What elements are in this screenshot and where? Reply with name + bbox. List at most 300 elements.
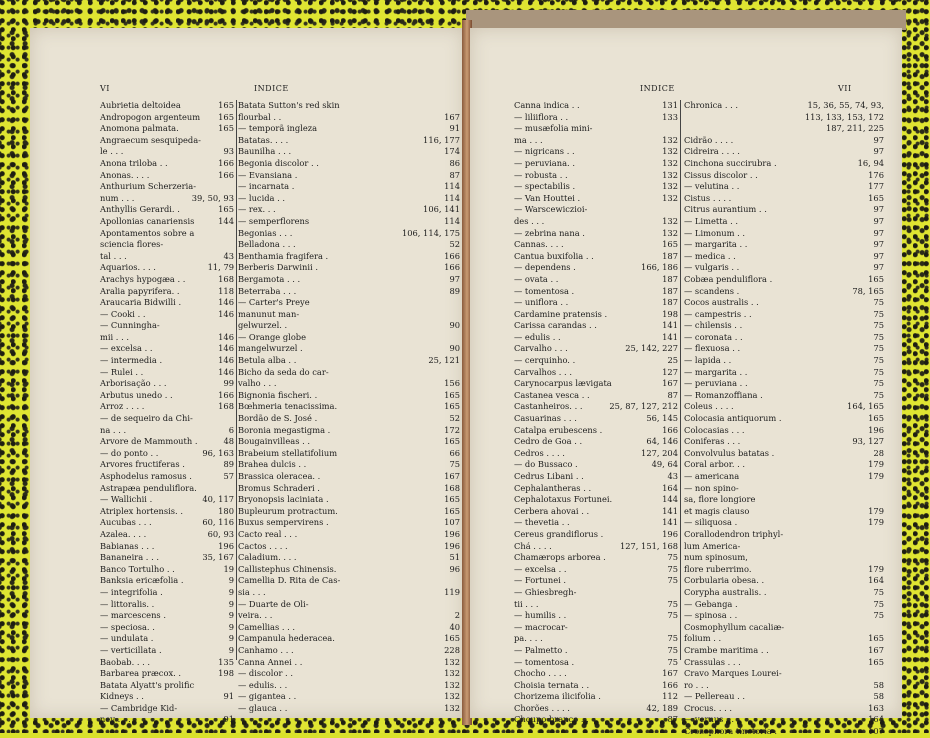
- index-entry: [514, 668, 678, 680]
- entry-term: — nigricans . .: [514, 146, 575, 157]
- entry-term: — do Bussaco .: [514, 459, 578, 470]
- entry-term: — do ponto . .: [100, 447, 159, 458]
- entry-term: Beterraba . . .: [238, 285, 297, 296]
- entry-pages: 11, 79: [207, 262, 234, 273]
- index-entry: [684, 552, 884, 564]
- index-entry: [100, 622, 234, 634]
- entry-pages: 112: [662, 691, 678, 702]
- entry-pages: 87: [667, 714, 678, 725]
- entry-pages: 75: [873, 586, 884, 597]
- entry-term: Corypha australis. .: [684, 586, 767, 597]
- index-entry: [514, 714, 678, 726]
- entry-term: Canhamo . . .: [238, 644, 294, 655]
- entry-term: Atriplex hortensis. .: [100, 505, 183, 516]
- entry-term: Arvores fructiferas .: [100, 459, 185, 470]
- entry-pages: 90: [449, 343, 460, 354]
- index-entry: [684, 645, 884, 657]
- index-entry: [100, 181, 234, 193]
- entry-term: Angraecum sesquipeda-: [100, 134, 201, 145]
- entry-pages: 75: [873, 366, 884, 377]
- entry-pages: 163: [868, 702, 884, 713]
- index-entry: [684, 599, 884, 611]
- entry-pages: 132: [662, 181, 678, 192]
- entry-pages: 164: [868, 575, 884, 586]
- index-column: [100, 100, 234, 726]
- entry-pages: 176: [868, 169, 884, 180]
- entry-term: — lucida . .: [238, 192, 286, 203]
- page-number: VI: [100, 84, 110, 93]
- entry-term: Brassica oleracea. .: [238, 471, 321, 481]
- index-entry: [514, 552, 678, 564]
- entry-term: — Evansiana .: [238, 169, 298, 180]
- entry-term: Bougainvilleas . .: [238, 436, 311, 447]
- entry-term: Cobæa penduliflora .: [684, 273, 773, 284]
- entry-pages: 97: [449, 273, 460, 284]
- entry-pages: 132: [444, 679, 460, 690]
- entry-pages: 16, 94: [857, 157, 884, 168]
- index-entry: [100, 471, 234, 483]
- index-entry: [514, 390, 678, 402]
- index-entry: [514, 204, 678, 216]
- index-entry: [238, 355, 460, 367]
- entry-pages: 39, 50, 93: [191, 192, 234, 203]
- entry-pages: 75: [667, 598, 678, 609]
- entry-term: Corbularia obesa. .: [684, 575, 765, 586]
- entry-pages: 196: [218, 540, 234, 551]
- entry-term: — flexuosa . .: [684, 343, 741, 354]
- entry-term: — siliquosa .: [684, 517, 738, 528]
- entry-pages: 97: [873, 134, 884, 145]
- entry-term: Cerbera ahovai . .: [514, 505, 590, 516]
- index-entry: [238, 633, 460, 645]
- entry-pages: 135: [218, 656, 234, 667]
- entry-pages: 132: [444, 691, 460, 702]
- index-entry: [100, 459, 234, 471]
- entry-pages: 60, 116: [202, 517, 234, 528]
- entry-pages: 28: [873, 447, 884, 458]
- entry-pages: 25, 142, 227: [625, 343, 678, 354]
- entry-pages: 25, 121: [428, 355, 460, 366]
- entry-pages: 75: [873, 308, 884, 319]
- entry-pages: 166: [218, 157, 234, 168]
- entry-term: — undulata .: [100, 633, 154, 644]
- index-entry: [238, 286, 460, 298]
- index-entry: [514, 680, 678, 692]
- index-entry: [684, 726, 884, 738]
- entry-pages: 132: [444, 668, 460, 679]
- entry-term: Cravo Marques Lourei-: [684, 668, 782, 679]
- entry-term: — gigantea . .: [238, 691, 297, 702]
- page-block-edge: [466, 10, 906, 30]
- entry-term: des . . .: [514, 215, 545, 226]
- index-entry: [684, 216, 884, 228]
- entry-term: Cephalantheras . .: [514, 482, 592, 493]
- entry-pages: 114: [444, 192, 460, 203]
- index-entry: [238, 517, 460, 529]
- entry-pages: 60, 93: [207, 528, 234, 539]
- index-entry: [684, 575, 884, 587]
- entry-term: Kidneys . .: [100, 691, 144, 702]
- index-entry: [684, 680, 884, 692]
- entry-term: Apontamentos sobre a: [100, 227, 195, 238]
- index-entry: [238, 170, 460, 182]
- entry-pages: 51: [449, 552, 460, 563]
- entry-pages: 89: [449, 285, 460, 296]
- index-entry: [514, 483, 678, 495]
- entry-pages: 168: [444, 482, 460, 493]
- index-entry: [684, 657, 884, 669]
- entry-pages: 146: [218, 297, 234, 308]
- entry-pages: 9: [228, 644, 234, 655]
- index-entry: [238, 320, 460, 332]
- entry-pages: 9: [228, 586, 234, 597]
- entry-pages: 15, 36, 55, 74, 93,: [807, 100, 884, 110]
- index-entry: [100, 680, 234, 692]
- entry-pages: 75: [449, 459, 460, 470]
- index-entry: [238, 541, 460, 553]
- entry-term: Arvore de Mammouth .: [100, 436, 198, 447]
- entry-term: le . . .: [100, 146, 124, 157]
- entry-term: — Cambridge Kid-: [100, 702, 178, 713]
- entry-pages: 75: [873, 610, 884, 621]
- index-entry: [514, 599, 678, 611]
- entry-pages: 75: [873, 343, 884, 354]
- entry-term: Citrus aurantium . .: [684, 204, 767, 215]
- entry-pages: 114: [444, 215, 460, 226]
- entry-term: Convolvulus batatas .: [684, 447, 775, 458]
- index-entry: [238, 599, 460, 611]
- entry-term: mangelwurzel .: [238, 343, 303, 354]
- index-entry: [514, 494, 678, 506]
- entry-pages: 144: [218, 215, 234, 226]
- index-entry: [100, 135, 234, 147]
- index-entry: [684, 262, 884, 274]
- entry-term: Arroz . . . .: [100, 401, 145, 412]
- index-entry: [514, 309, 678, 321]
- entry-pages: 165: [444, 505, 460, 516]
- right-page: [470, 28, 902, 737]
- entry-term: Arborisação . . .: [100, 378, 167, 389]
- entry-term: — peruviana. .: [514, 157, 575, 168]
- entry-pages: 165: [218, 204, 234, 215]
- entry-pages: 75: [873, 320, 884, 331]
- entry-pages: 187: [662, 285, 678, 296]
- entry-term: Crassulas . . .: [684, 656, 741, 667]
- entry-term: Barbarea præcox. .: [100, 668, 182, 679]
- index-entry: [100, 367, 234, 379]
- entry-pages: 146: [218, 366, 234, 377]
- entry-term: flourbal . .: [238, 111, 282, 122]
- index-entry: [238, 680, 460, 692]
- entry-pages: 96: [449, 563, 460, 574]
- entry-term: num spinosum,: [684, 552, 748, 563]
- entry-pages: 66: [449, 447, 460, 458]
- index-entry: [238, 262, 460, 274]
- entry-term: Berberis Darwinii .: [238, 262, 318, 273]
- entry-term: Benthamia fragifera .: [238, 250, 329, 261]
- entry-pages: 168: [218, 273, 234, 284]
- index-entry: [684, 332, 884, 344]
- entry-term: veira. . .: [238, 610, 273, 621]
- entry-term: sia . . .: [238, 586, 266, 597]
- entry-term: Coleus . . . .: [684, 401, 734, 412]
- entry-pages: 166: [662, 679, 678, 690]
- entry-term: Cidreira . . . .: [684, 146, 740, 157]
- column-divider: [680, 100, 681, 660]
- entry-pages: 43: [223, 250, 234, 261]
- entry-term: Aralia papyrifera. .: [100, 285, 180, 296]
- entry-pages: 9: [228, 621, 234, 632]
- entry-pages: 168: [218, 401, 234, 412]
- entry-pages: 9: [228, 598, 234, 609]
- index-entry: [514, 703, 678, 715]
- entry-term: — ovata . .: [514, 273, 559, 284]
- index-entry: [684, 633, 884, 645]
- entry-pages: 196: [444, 540, 460, 551]
- entry-pages: 165: [218, 123, 234, 134]
- entry-term: — rex. . .: [238, 204, 276, 215]
- index-entry: [684, 413, 884, 425]
- index-entry: [514, 575, 678, 587]
- entry-pages: 167: [662, 668, 678, 679]
- entry-term: Cedros . . . .: [514, 447, 565, 458]
- entry-term: — macrocar-: [514, 621, 568, 632]
- index-entry: [514, 691, 678, 703]
- entry-pages: 166: [218, 389, 234, 400]
- index-entry: [684, 668, 884, 680]
- entry-term: Begonia discolor . .: [238, 157, 319, 168]
- index-entry: [238, 703, 460, 715]
- index-column: [684, 100, 884, 738]
- entry-pages: 165: [662, 239, 678, 250]
- entry-term: Astrapæa penduliflora.: [100, 482, 197, 493]
- entry-term: Bromus Schraderi .: [238, 482, 320, 493]
- entry-term: Batata Alyatt's prolific: [100, 679, 195, 690]
- entry-term: — edulis . .: [514, 331, 561, 342]
- entry-term: — robusta . .: [514, 169, 568, 180]
- entry-term: — littoralis. .: [100, 598, 155, 609]
- index-entry: [100, 297, 234, 309]
- entry-pages: 146: [218, 343, 234, 354]
- entry-term: — chilensis . .: [684, 320, 743, 331]
- index-entry: [684, 204, 884, 216]
- index-entry: [238, 575, 460, 587]
- index-entry: [238, 622, 460, 634]
- index-entry: [684, 320, 884, 332]
- entry-term: num . . .: [100, 192, 135, 203]
- index-entry: [514, 112, 678, 124]
- index-entry: [514, 100, 678, 112]
- entry-pages: 132: [662, 146, 678, 157]
- entry-pages: 165: [868, 273, 884, 284]
- index-entry: [684, 239, 884, 251]
- entry-pages: 177: [868, 181, 884, 192]
- entry-term: — lapida . .: [684, 355, 732, 366]
- entry-pages: 180: [218, 505, 234, 516]
- index-entry: [238, 100, 460, 112]
- entry-pages: 132: [662, 134, 678, 145]
- entry-term: Chorizema ilicifolia .: [514, 691, 601, 702]
- entry-pages: 25, 87, 127, 212: [609, 401, 678, 412]
- index-entry: [684, 123, 884, 135]
- index-entry: [514, 459, 678, 471]
- entry-pages: 141: [662, 320, 678, 331]
- entry-term: — marcescens .: [100, 610, 166, 621]
- entry-pages: 127, 151, 168: [619, 540, 678, 551]
- entry-term: Banksia ericæfolia .: [100, 575, 184, 586]
- index-entry: [100, 251, 234, 263]
- index-entry: [238, 691, 460, 703]
- entry-term: — verticillata .: [100, 644, 162, 655]
- index-entry: [514, 343, 678, 355]
- index-entry: [514, 645, 678, 657]
- index-entry: [684, 506, 884, 518]
- index-entry: [514, 332, 678, 344]
- index-entry: [684, 193, 884, 205]
- entry-term: Cistus . . . .: [684, 192, 732, 203]
- index-entry: [100, 529, 234, 541]
- entry-pages: 132: [662, 215, 678, 226]
- entry-pages: 75: [873, 378, 884, 389]
- entry-pages: 97: [873, 239, 884, 250]
- entry-term: Anthurium Scherzeria-: [100, 181, 197, 192]
- entry-pages: 127: [662, 366, 678, 377]
- entry-term: Carvalhos . . .: [514, 366, 572, 377]
- index-entry: [100, 714, 234, 726]
- entry-term: — peruviana . .: [684, 378, 748, 389]
- entry-term: Banco Tortulho . .: [100, 563, 175, 574]
- entry-pages: 167: [868, 644, 884, 655]
- entry-pages: 93, 127: [852, 436, 884, 447]
- entry-pages: 165: [218, 100, 234, 110]
- index-entry: [514, 251, 678, 263]
- entry-term: Brabeium stellatifolium: [238, 447, 338, 458]
- entry-term: Bignonia fischeri. .: [238, 389, 318, 400]
- entry-term: Cacto real . . .: [238, 528, 298, 539]
- index-entry: [514, 587, 678, 599]
- index-entry: [100, 425, 234, 437]
- entry-pages: 35, 167: [202, 552, 234, 563]
- entry-pages: 132: [444, 702, 460, 713]
- index-entry: [514, 517, 678, 529]
- index-entry: [684, 228, 884, 240]
- entry-pages: 174: [444, 146, 460, 157]
- index-entry: [514, 448, 678, 460]
- entry-term: — spinosa . .: [684, 610, 738, 621]
- entry-pages: 2: [454, 610, 460, 621]
- entry-pages: 57: [223, 471, 234, 481]
- entry-pages: 40, 117: [202, 494, 234, 505]
- entry-pages: 75: [667, 575, 678, 586]
- entry-pages: 187: [662, 273, 678, 284]
- entry-pages: 133: [662, 111, 678, 122]
- index-entry: [684, 181, 884, 193]
- index-entry: [100, 286, 234, 298]
- entry-pages: 165: [868, 413, 884, 424]
- entry-term: Arbutus unedo . .: [100, 389, 173, 400]
- entry-term: Caladium. . . .: [238, 552, 297, 563]
- entry-pages: 165: [444, 494, 460, 505]
- index-entry: [514, 239, 678, 251]
- entry-pages: 90: [449, 320, 460, 331]
- entry-term: Coral arbor. . .: [684, 459, 746, 470]
- index-entry: [684, 425, 884, 437]
- entry-term: Baunilha . . .: [238, 146, 292, 157]
- index-entry: [684, 622, 884, 634]
- entry-term: Aubrietia deltoidea: [100, 100, 181, 110]
- entry-term: — vulgaris . .: [684, 262, 740, 273]
- index-entry: [100, 448, 234, 460]
- index-entry: [238, 239, 460, 251]
- entry-term: Anthyllis Gerardi. .: [100, 204, 180, 215]
- index-entry: [100, 645, 234, 657]
- entry-pages: 114: [444, 181, 460, 192]
- index-entry: [514, 436, 678, 448]
- entry-pages: 132: [662, 192, 678, 203]
- entry-pages: 6: [228, 424, 234, 435]
- entry-term: et magis clauso: [684, 505, 750, 516]
- entry-pages: 87: [667, 389, 678, 400]
- entry-term: Castanea vesca . .: [514, 389, 590, 400]
- entry-term: — Van Houttei .: [514, 192, 581, 203]
- index-entry: [238, 309, 460, 321]
- entry-pages: 165: [444, 633, 460, 644]
- entry-term: ney . . .: [100, 714, 131, 725]
- index-entry: [684, 401, 884, 413]
- entry-pages: 165: [218, 111, 234, 122]
- entry-pages: 164, 165: [847, 401, 884, 412]
- entry-term: — intermedia .: [100, 355, 163, 366]
- index-entry: [100, 274, 234, 286]
- entry-pages: 179: [868, 471, 884, 481]
- index-entry: [100, 193, 234, 205]
- entry-term: Batata Sutton's red skin: [238, 100, 340, 110]
- index-entry: [514, 216, 678, 228]
- entry-pages: 198: [218, 668, 234, 679]
- entry-pages: 19: [223, 563, 234, 574]
- entry-term: Cardamine pratensis .: [514, 308, 608, 319]
- entry-pages: 97: [873, 146, 884, 157]
- entry-term: — Limetta . .: [684, 215, 739, 226]
- index-entry: [684, 297, 884, 309]
- index-entry: [238, 610, 460, 622]
- index-entry: [684, 564, 884, 576]
- entry-pages: 75: [873, 331, 884, 342]
- index-entry: [684, 378, 884, 390]
- index-entry: [238, 471, 460, 483]
- entry-term: Castanheiros. . .: [514, 401, 583, 412]
- entry-pages: 49, 64: [651, 459, 678, 470]
- entry-term: Belladona . . .: [238, 239, 296, 250]
- entry-term: Brahea dulcis . .: [238, 459, 307, 470]
- entry-pages: 9: [228, 575, 234, 586]
- entry-term: — Palmetto .: [514, 644, 568, 655]
- entry-term: — medica . .: [684, 250, 736, 261]
- entry-term: tal . . .: [100, 250, 127, 261]
- entry-pages: 106, 114, 175: [401, 227, 460, 238]
- entry-pages: 132: [662, 157, 678, 168]
- entry-pages: 75: [667, 656, 678, 667]
- entry-term: Cidrão . . . .: [684, 134, 734, 145]
- entry-term: — margarita . .: [684, 366, 748, 377]
- entry-term: Arachys hypogæa . .: [100, 273, 186, 284]
- index-entry: [514, 529, 678, 541]
- index-entry: [238, 297, 460, 309]
- entry-term: Cissus discolor . .: [684, 169, 758, 180]
- entry-term: sa, flore longiore: [684, 494, 756, 505]
- entry-term: — Ghiesbregh-: [514, 586, 577, 597]
- entry-term: Azalea. . . .: [100, 528, 147, 539]
